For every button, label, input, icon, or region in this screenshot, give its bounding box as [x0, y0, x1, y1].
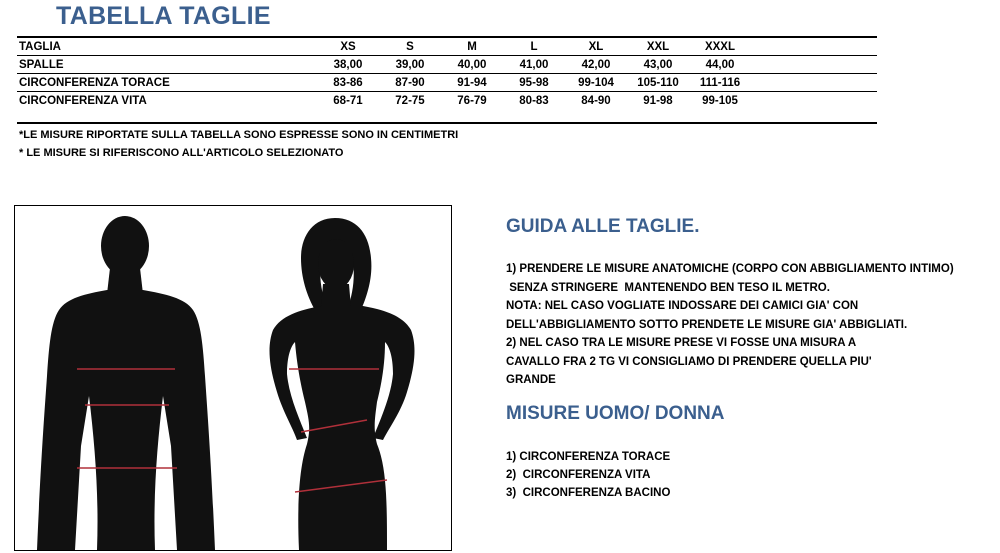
- header-size: M: [467, 40, 477, 53]
- measures-title: MISURE UOMO/ DONNA: [506, 403, 725, 424]
- table-cell: 42,00: [581, 58, 611, 71]
- table-row: [17, 56, 877, 74]
- guide-line: 2) NEL CASO TRA LE MISURE PRESE VI FOSSE UNA MISURA A: [506, 337, 857, 349]
- table-cell: 41,00: [519, 58, 549, 71]
- guide-text: [506, 260, 986, 390]
- table-cell: 72-75: [395, 94, 425, 107]
- header-taglia: TAGLIA: [19, 40, 61, 53]
- guide-line: CAVALLO FRA 2 TG VI CONSIGLIAMO DI PRENDERE QUELLA PIU': [506, 355, 872, 368]
- row-label: SPALLE: [19, 58, 64, 71]
- table-cell: 99-105: [702, 94, 738, 107]
- header-size: S: [406, 40, 414, 53]
- silhouette-illustration: [15, 206, 451, 550]
- table-cell: 91-94: [457, 76, 487, 89]
- table-cell: 80-83: [519, 94, 549, 107]
- silhouette-figure: [14, 205, 452, 551]
- list-item: 2) CIRCONFERENZA VITA: [506, 469, 651, 481]
- header-size: XXL: [646, 40, 670, 53]
- table-cell: 39,00: [395, 58, 425, 71]
- table-header-row: [17, 37, 877, 56]
- male-silhouette: [37, 216, 215, 550]
- guide-line: SENZA STRINGERE MANTENENDO BEN TESO IL METRO.: [506, 281, 830, 294]
- guide-line: GRANDE: [506, 374, 556, 386]
- header-size: XL: [588, 40, 604, 53]
- list-item: 3) CIRCONFERENZA BACINO: [506, 487, 671, 499]
- table-cell: 105-110: [637, 76, 679, 89]
- size-table: [17, 36, 877, 109]
- table-cell: 68-71: [333, 94, 363, 107]
- guide-line: DELL'ABBIGLIAMENTO SOTTO PRENDETE LE MISURE GIA' ABBIGLIATI.: [506, 318, 908, 331]
- table-cell: 111-116: [699, 76, 741, 89]
- table-row: [17, 92, 877, 110]
- table-bottom-rule: [17, 122, 877, 124]
- table-cell: 43,00: [643, 58, 673, 71]
- guide-line: 1) PRENDERE LE MISURE ANATOMICHE (CORPO CON ABBIGLIAMENTO INTIMO): [506, 263, 954, 275]
- table-cell: 83-86: [333, 76, 363, 89]
- header-size: XS: [340, 40, 356, 53]
- measures-list: [506, 448, 670, 502]
- table-notes: [19, 126, 458, 162]
- table-cell: 91-98: [643, 94, 673, 107]
- header-size: L: [530, 40, 538, 53]
- table-cell: 44,00: [705, 58, 735, 71]
- table-cell: 40,00: [457, 58, 487, 71]
- table-cell: 84-90: [581, 94, 611, 107]
- note-line: *LE MISURE RIPORTATE SULLA TABELLA SONO ESPRESSE SONO IN CENTIMETRI: [19, 129, 459, 141]
- row-label: CIRCONFERENZA TORACE: [19, 76, 170, 89]
- list-item: 1) CIRCONFERENZA TORACE: [506, 451, 671, 463]
- note-line: * LE MISURE SI RIFERISCONO ALL'ARTICOLO SELEZIONATO: [19, 147, 344, 159]
- table-cell: 87-90: [395, 76, 425, 89]
- table-cell: 38,00: [333, 58, 363, 71]
- table-cell: 76-79: [457, 94, 487, 107]
- guide-title: GUIDA ALLE TAGLIE.: [506, 216, 700, 237]
- female-silhouette: [270, 218, 415, 550]
- table-row: [17, 74, 877, 92]
- table-cell: 99-104: [578, 76, 614, 89]
- guide-line: NOTA: NEL CASO VOGLIATE INDOSSARE DEI CAMICI GIA' CON: [506, 300, 859, 312]
- table-cell: 95-98: [519, 76, 549, 89]
- row-label: CIRCONFERENZA VITA: [19, 94, 147, 107]
- page-title: TABELLA TAGLIE: [56, 2, 271, 30]
- header-size: XXXL: [704, 40, 736, 53]
